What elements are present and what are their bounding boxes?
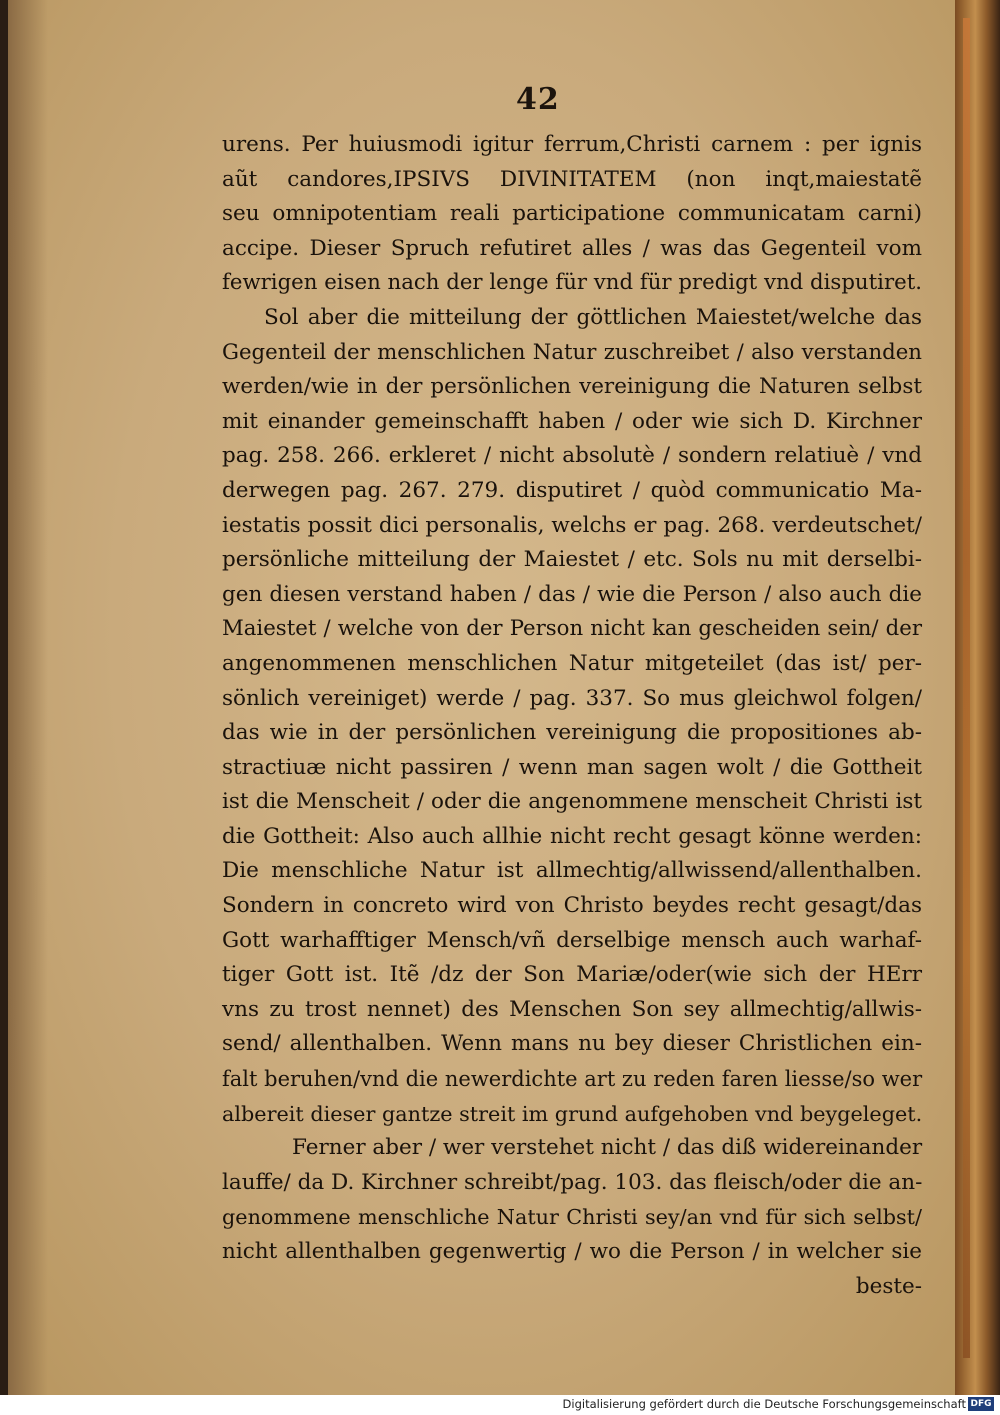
- text-line: tiger Gott ist. Itẽ /dz der Son Mariæ/oder(wie sich der HErr: [222, 962, 922, 988]
- text-line: send/ allenthalben. Wenn mans nu bey dieser Christlichen ein-: [222, 1031, 922, 1057]
- catchword: beste-: [855, 1273, 922, 1299]
- text-line: aũt candores,IPSIVS DIVINITATEM (non inqt,maiestatẽ: [222, 166, 922, 192]
- text-line: mit einander gemeinschafft haben / oder wie sich D. Kirchner: [222, 408, 922, 434]
- text-line: genommene menschliche Natur Christi sey/an vnd für sich selbst/: [222, 1205, 922, 1230]
- text-line: falt beruhen/vnd die newerdichte art zu reden faren liesse/so wer: [222, 1067, 923, 1092]
- text-line: derwegen pag. 267. 279. disputiret / quòd communicatio Ma-: [222, 477, 922, 503]
- text-line: die Gottheit: Also auch allhie nicht recht gesagt könne werden:: [222, 823, 922, 849]
- text-line: persönliche mitteilung der Maiestet / etc. Sols nu mit derselbi-: [222, 547, 922, 573]
- text-line: Maiestet / welche von der Person nicht kan gescheiden sein/ der: [222, 616, 922, 642]
- text-line: fewrigen eisen nach der lenge für vnd für predigt vnd disputiret.: [222, 270, 922, 296]
- text-block: [222, 128, 922, 1304]
- footer-credit: Digitalisierung gefördert durch die Deutsche Forschungsgemeinschaft: [562, 1397, 966, 1411]
- dfg-logo-icon: DFG: [968, 1397, 994, 1411]
- text-line: albereit dieser gantze streit im grund aufgehoben vnd beygeleget.: [222, 1101, 923, 1126]
- footer: [0, 1395, 1000, 1415]
- text-line: Gegenteil der menschlichen Natur zuschreibet / also verstanden: [222, 339, 922, 365]
- text-line: pag. 258. 266. erkleret / nicht absolutè / sondern relatiuè / vnd: [222, 443, 922, 469]
- page-edge-strip: [963, 18, 970, 1358]
- text-line: werden/wie in der persönlichen vereinigung die Naturen selbst: [222, 374, 922, 400]
- book-edge: [955, 0, 1000, 1395]
- text-line: sönlich vereiniget) werde / pag. 337. So mus gleichwol folgen/: [222, 685, 922, 711]
- text-line: stractiuæ nicht passiren / wenn man sagen wolt / die Gottheit: [222, 754, 922, 780]
- text-line: Gott warhafftiger Mensch/vñ derselbige mensch auch warhaf-: [222, 927, 922, 953]
- text-line: angenommenen menschlichen Natur mitgeteilet (das ist/ per-: [222, 650, 922, 676]
- text-line: Die menschliche Natur ist allmechtig/allwissend/allenthalben.: [222, 858, 922, 884]
- text-line: das wie in der persönlichen vereinigung die propositiones ab-: [222, 720, 922, 746]
- book-page: [8, 0, 963, 1395]
- text-line: Ferner aber / wer verstehet nicht / das diß widereinander: [292, 1135, 923, 1161]
- text-line: Sondern in concreto wird von Christo beydes recht gesagt/das: [222, 893, 922, 919]
- text-line: lauffe/ da D. Kirchner schreibt/pag. 103. das fleisch/oder die an-: [222, 1169, 923, 1195]
- text-line: accipe. Dieser Spruch refutiret alles / was das Gegenteil vom: [222, 235, 922, 261]
- text-line: seu omnipotentiam reali participatione communicatam carni): [222, 201, 922, 227]
- text-line: nicht allenthalben gegenwertig / wo die Person / in welcher sie: [222, 1239, 922, 1264]
- text-line: iestatis possit dici personalis, welchs er pag. 268. verdeutschet/: [222, 512, 922, 538]
- page-number: 42: [516, 82, 560, 117]
- text-line: urens. Per huiusmodi igitur ferrum,Christi carnem : per ignis: [222, 132, 922, 157]
- text-line: vns zu trost nennet) des Menschen Son sey allmechtig/allwis-: [222, 996, 922, 1022]
- text-line: Sol aber die mitteilung der göttlichen Maiestet/welche das: [264, 304, 922, 330]
- text-line: ist die Menscheit / oder die angenommene menscheit Christi ist: [222, 789, 922, 815]
- text-line: gen diesen verstand haben / das / wie die Person / also auch die: [222, 581, 922, 607]
